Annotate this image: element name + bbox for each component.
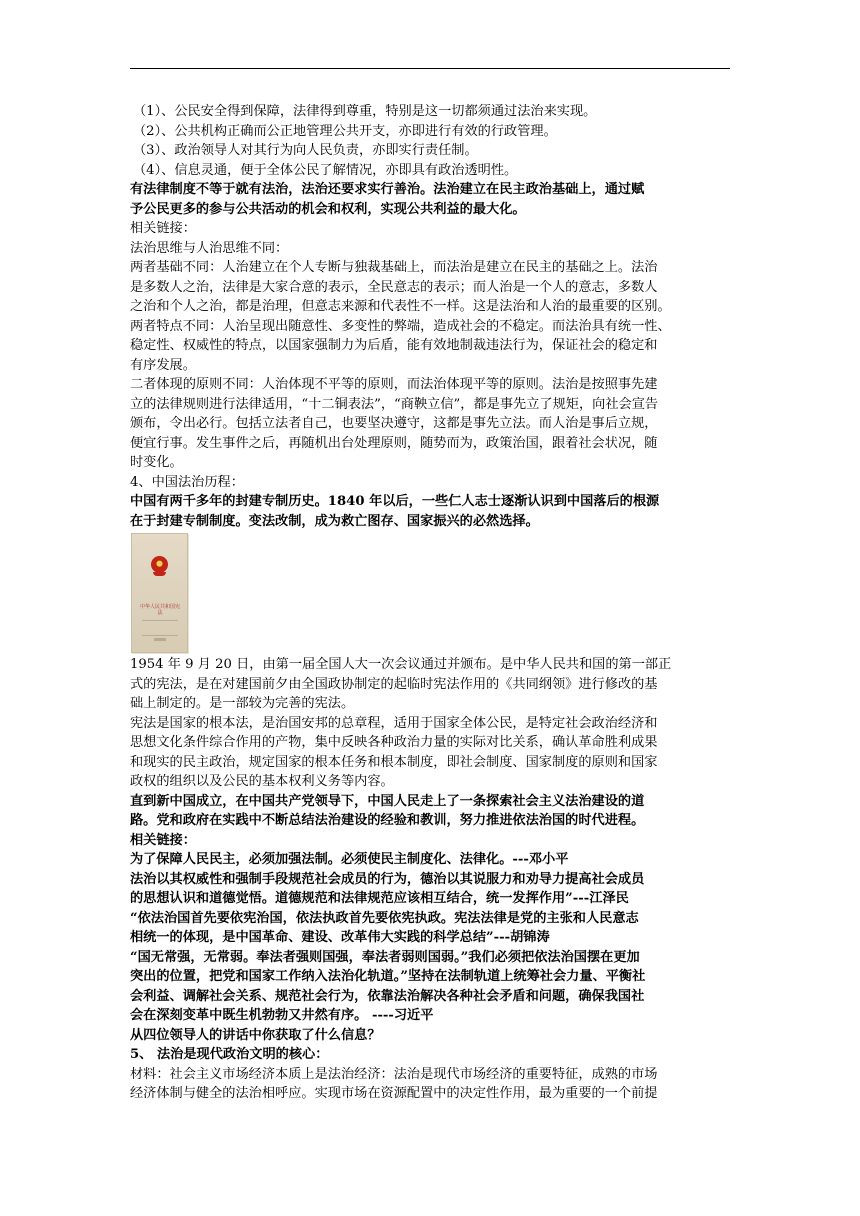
text-line: （1）、公民安全得到保障，法律得到尊重，特别是这一切都须通过法治来实现。 (133, 104, 597, 119)
text-line: 之治和个人之治，都是治理，但意志来源和代表性不一样。这是法治和人治的最重要的区别。 (130, 299, 671, 314)
text-line: （2）、公共机构正确而公正地管理公共开支，亦即进行有效的行政管理。 (133, 123, 557, 139)
text-line: 思想文化条件综合作用的产物，集中反映各种政治力量的实际对比关系，确认革命胜利成果 (130, 735, 658, 750)
text-line: 颁布，令出必行。包括立法者自己，也要坚决遵守，这都是事先立法。而人治是事后立规， (130, 416, 658, 431)
text-line: 两者基础不同：人治建立在个人专断与独裁基础上，而法治是建立在民主的基础之上。法治 (130, 260, 658, 275)
text-line: （3）、政治领导人对其行为向人民负责，亦即实行责任制。 (133, 143, 478, 158)
text-line: 4、中国法治历程： (130, 474, 244, 490)
text-line: 有序发展。 (130, 357, 196, 373)
text-line: 有法律制度不等于就有法治，法治还要求实行善治。法治建立在民主政治基础上，通过赋 (130, 182, 645, 197)
text-line: 直到新中国成立，在中国共产党领导下，中国人民走上了一条探索社会主义法治建设的道 (130, 793, 645, 809)
text-line: 的思想认识和道德觉悟。道德规范和法律规范应该相互结合，统一发挥作用”---江泽民 (130, 891, 629, 906)
text-line: 相关链接： (130, 832, 196, 848)
text-block-lower (130, 655, 730, 1104)
cover-text-lines (142, 620, 178, 636)
text-line: 和现实的民主政治，规定国家的根本任务和根本制度，即社会制度、国家制度的原则和国家 (130, 754, 658, 770)
text-line: 法治思维与人治思维不同： (130, 240, 289, 256)
text-block-upper (130, 102, 730, 531)
text-line: 会利益、调解社会关系、规范社会行为，依靠法治解决各种社会矛盾和问题，确保我国社 (130, 988, 645, 1004)
text-line: 相关链接： (130, 221, 196, 236)
text-line: 是多数人之治，法律是大家合意的表示，全民意志的表示；而人治是一个人的意志，多数人 (130, 279, 658, 295)
document-body (130, 102, 730, 1104)
text-line: 式的宪法，是在对建国前夕由全国政协制定的起临时宪法作用的《共同纲领》进行修改的基 (130, 676, 658, 692)
text-line: 两者特点不同：人治呈现出随意性、多变性的弊端，造成社会的不稳定。而法治具有统一性、 (130, 318, 671, 334)
text-line: 会在深刻变革中既生机勃勃又井然有序。 ----习近平 (130, 1008, 434, 1023)
text-line: 突出的位置，把党和国家工作纳入法治化轨道。”坚持在法制轨道上统筹社会力量、平衡社 (130, 969, 646, 984)
text-line: （4）、信息灵通，便于全体公民了解情况，亦即具有政治透明性。 (133, 162, 518, 178)
national-emblem-icon (151, 556, 168, 573)
text-line: 在于封建专制制度。变法改制，成为救亡图存、国家振兴的必然选择。 (130, 513, 539, 529)
text-line: 稳定性、权威性的特点，以国家强制力为后盾，能有效地制裁违法行为，保证社会的稳定和 (130, 338, 658, 353)
text-line: “依法治国首先要依宪治国，依法执政首先要依宪执政。宪法法律是党的主张和人民意志 (130, 910, 639, 926)
text-line: 便宜行事。发生事件之后，再随机出台处理原则，随势而为，政策治国，跟着社会状况，随 (130, 435, 658, 451)
text-line: 时变化。 (130, 455, 183, 470)
text-line: 为了保障人民民主，必须加强法制。必须使民主制度化、法律化。---邓小平 (130, 852, 569, 867)
text-line: 立的法律规则进行法律适用，“十二铜表法”，“商鞅立信”，都是事先立了规矩，向社会宣告 (130, 396, 659, 412)
constitution-book-photo (131, 533, 188, 653)
text-line: 中国有两千多年的封建专制历史。1840 年以后，一些仁人志士逐渐认识到中国落后的根源 (130, 494, 660, 509)
text-line: 政权的组织以及公民的基本权利义务等内容。 (130, 774, 394, 789)
text-line: 1954 年 9 月 20 日，由第一届全国人大一次会议通过并颁布。是中华人民共和国的第一部正 (130, 657, 672, 672)
cover-year-mark (154, 638, 166, 641)
text-line: 二者体现的原则不同：人治体现不平等的原则，而法治体现平等的原则。法治是按照事先建 (130, 377, 658, 392)
text-line: 法治以其权威性和强制手段规范社会成员的行为，德治以其说服力和劝导力提高社会成员 (130, 871, 645, 887)
text-line: “国无常强，无常弱。奉法者强则国强，奉法者弱则国弱。”我们必须把依法治国摆在更加 (130, 949, 640, 965)
text-line: 路。党和政府在实践中不断总结法治建设的经验和教训，努力推进依法治国的时代进程。 (130, 813, 645, 828)
text-line: 相统一的体现，是中国革命、建设、改革伟大实践的科学总结”---胡锦涛 (130, 930, 550, 945)
header-rule (130, 68, 730, 69)
text-line: 从四位领导人的讲话中你获取了什么信息？ (130, 1027, 381, 1043)
text-line: 经济体制与健全的法治相呼应。实现市场在资源配置中的决定性作用，最为重要的一个前提 (130, 1086, 658, 1101)
text-line: 宪法是国家的根本法，是治国安邦的总章程，适用于国家全体公民，是特定社会政治经济和 (130, 715, 658, 731)
text-line: 5、 法治是现代政治文明的核心： (130, 1047, 329, 1062)
text-line: 材料：社会主义市场经济本质上是法治经济：法治是现代市场经济的重要特征，成熟的市场 (130, 1066, 658, 1082)
cover-title: 中华人民共和国宪法 (139, 604, 180, 616)
text-line: 予公民更多的参与公共活动的机会和权利，实现公共利益的最大化。 (130, 201, 526, 217)
text-line: 础上制定的。是一部较为完善的宪法。 (130, 696, 355, 711)
